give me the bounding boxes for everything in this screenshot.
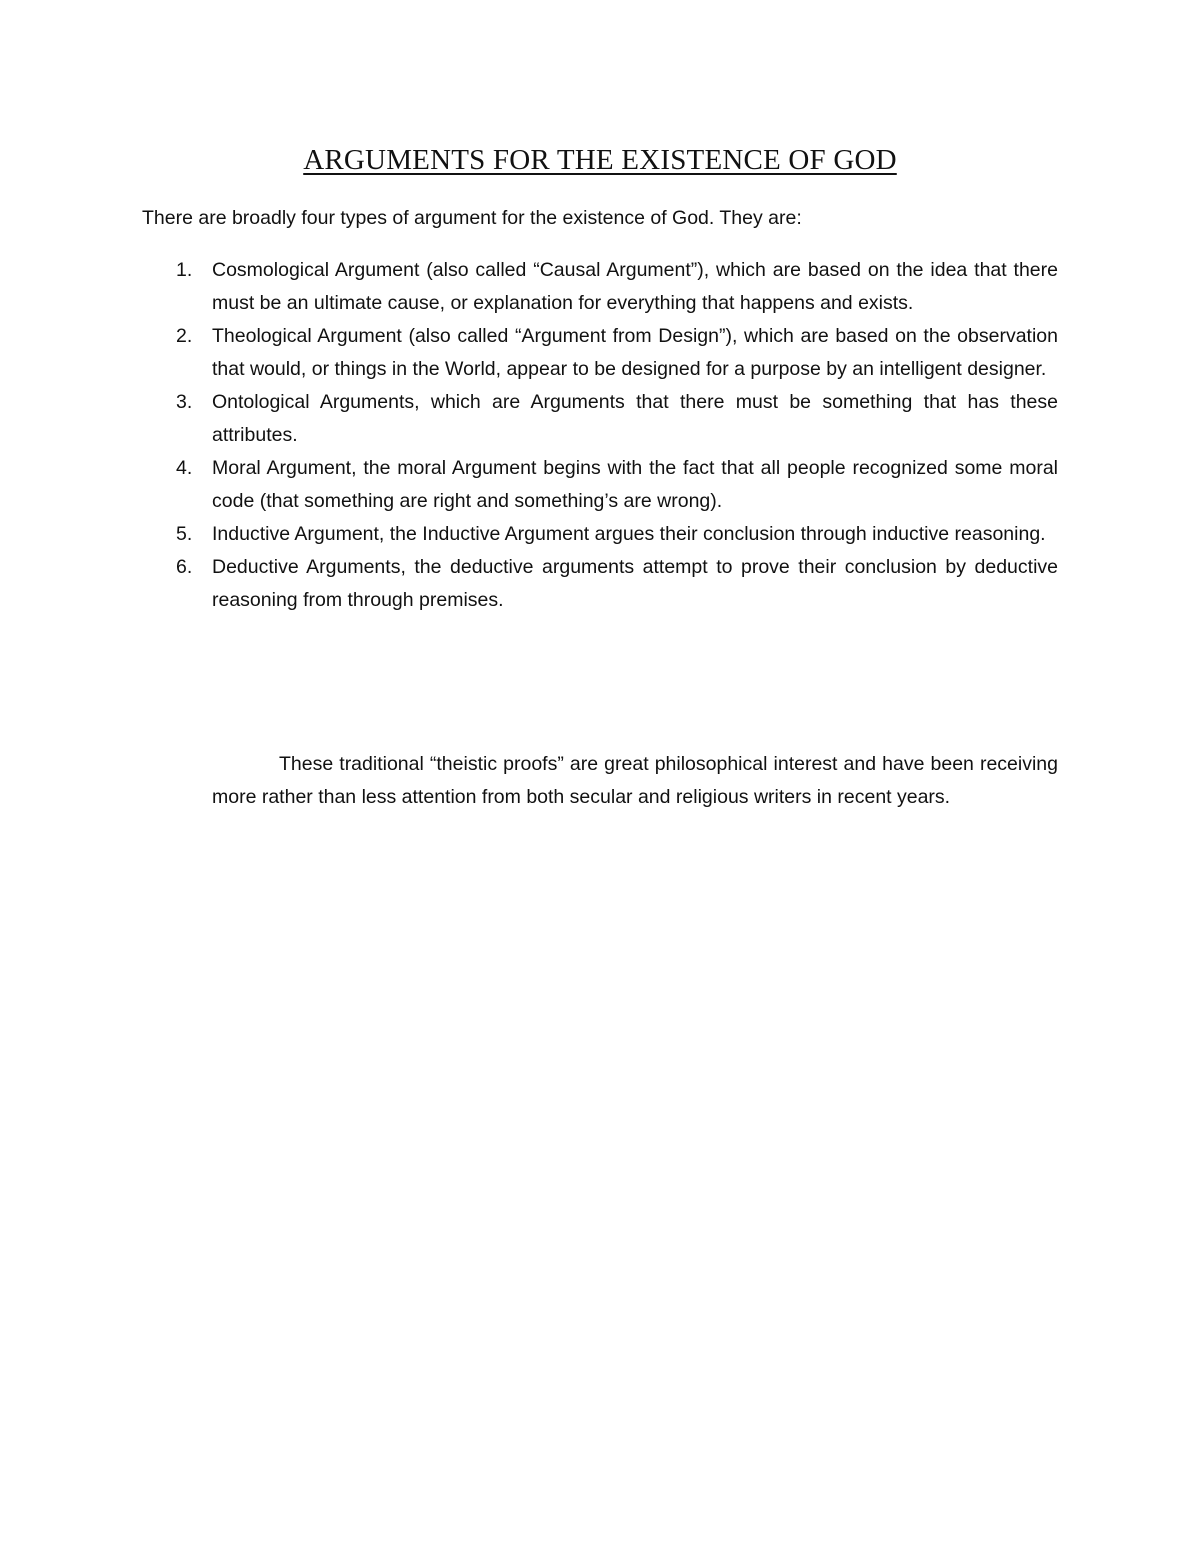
list-item bbox=[142, 452, 1058, 518]
list-item bbox=[142, 551, 1058, 617]
list-item-text: Moral Argument, the moral Argument begins with the fact that all people recognized some moral code (that something are right and something’s are wrong). bbox=[212, 457, 1058, 512]
arguments-list bbox=[142, 254, 1058, 617]
list-item-text: Cosmological Argument (also called “Causal Argument”), which are based on the idea that there must be an ultimate cause, or explanation for everything that happens and exists. bbox=[212, 259, 1058, 314]
list-item-number: 6. bbox=[176, 556, 193, 578]
list-item bbox=[142, 518, 1058, 551]
list-item-text: Deductive Arguments, the deductive arguments attempt to prove their conclusion by deductive reasoning from through premises. bbox=[212, 556, 1058, 611]
list-item bbox=[142, 254, 1058, 320]
list-item-text: Theological Argument (also called “Argument from Design”), which are based on the observation that would, or things in the World, appear to be designed for a purpose by an intelligent designer. bbox=[212, 325, 1058, 380]
list-item-number: 5. bbox=[176, 523, 193, 545]
list-item bbox=[142, 386, 1058, 452]
list-item-number: 4. bbox=[176, 457, 193, 479]
list-item-number: 3. bbox=[176, 391, 193, 413]
page-title: ARGUMENTS FOR THE EXISTENCE OF GOD bbox=[303, 144, 897, 176]
intro-paragraph: There are broadly four types of argument for the existence of God. They are: bbox=[142, 207, 802, 229]
closing-paragraph: These traditional “theistic proofs” are great philosophical interest and have been receiving more rather than less attention from both secular and religious writers in recent years. bbox=[212, 753, 1058, 808]
list-item-text: Inductive Argument, the Inductive Argument argues their conclusion through inductive reasoning. bbox=[212, 523, 1046, 545]
list-item-text: Ontological Arguments, which are Arguments that there must be something that has these attributes. bbox=[212, 391, 1058, 446]
list-item bbox=[142, 320, 1058, 386]
list-item-number: 1. bbox=[176, 259, 193, 281]
list-item-number: 2. bbox=[176, 325, 193, 347]
